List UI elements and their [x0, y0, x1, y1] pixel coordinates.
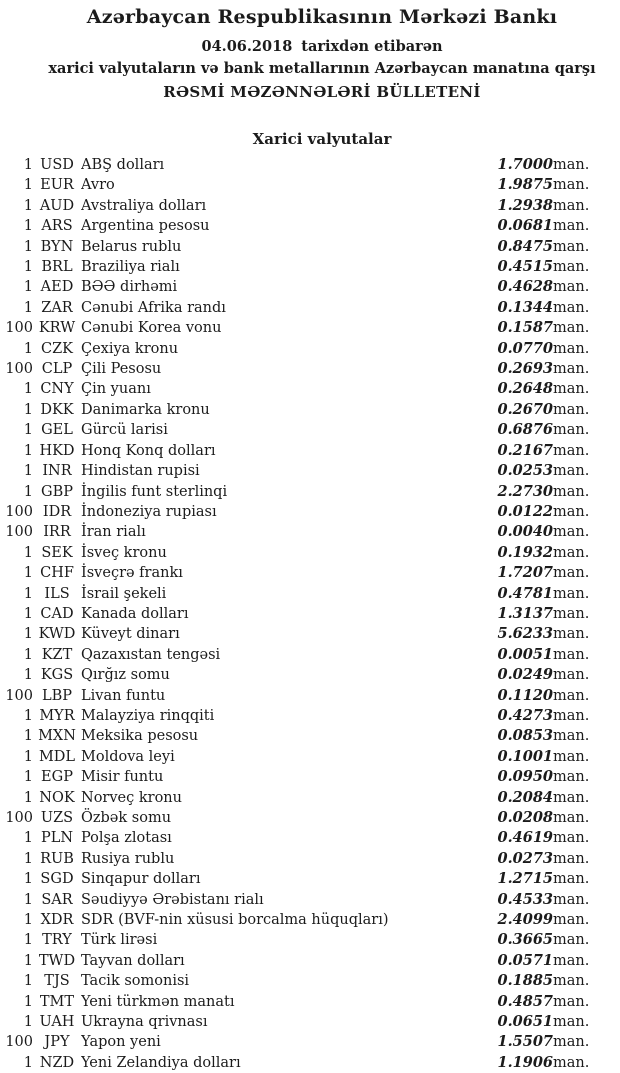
- currency-row: [0, 155, 613, 175]
- unit-cell: man.: [553, 1054, 590, 1071]
- name-cell: Meksika pesosu: [81, 728, 199, 745]
- rate-cell: 0.1885: [497, 972, 553, 990]
- name-cell: ABŞ dolları: [81, 157, 165, 173]
- currency-row: [0, 563, 613, 583]
- rate-cell: 0.0208: [497, 809, 553, 826]
- name-cell: Yeni Zelandiya dolları: [81, 1054, 241, 1071]
- quantity-cell: 1: [23, 707, 33, 724]
- rate-cell: 1.2715: [497, 870, 553, 888]
- code-cell: CLP: [41, 361, 73, 378]
- code-cell: KRW: [38, 320, 76, 337]
- rate-cell: 0.2167: [497, 441, 553, 459]
- rate-cell: 0.1001: [497, 747, 553, 765]
- rate-cell: 0.6876: [497, 421, 553, 439]
- currency-rates-table: [0, 155, 613, 1073]
- rate-cell: 0.2084: [497, 788, 553, 806]
- bulletin-title: RƏSMİ MƏZƏNNƏLƏRİ BÜLLETENİ: [163, 83, 481, 101]
- quantity-cell: 1: [23, 912, 33, 929]
- rate-cell: 0.4515: [497, 258, 553, 276]
- quantity-cell: 1: [23, 728, 33, 745]
- quantity-cell: 100: [5, 361, 33, 378]
- name-cell: Tayvan dolları: [81, 952, 185, 969]
- quantity-cell: 1: [23, 605, 33, 622]
- code-cell: SEK: [41, 544, 73, 561]
- rate-cell: 0.4628: [497, 278, 553, 296]
- unit-cell: man.: [553, 830, 590, 847]
- code-cell: MYR: [39, 707, 75, 724]
- quantity-cell: 100: [5, 687, 33, 704]
- name-cell: İsrail şekeli: [81, 585, 167, 602]
- code-cell: XDR: [40, 912, 74, 929]
- quantity-cell: 1: [23, 197, 33, 214]
- quantity-cell: 1: [23, 626, 33, 643]
- name-cell: Küveyt dinarı: [81, 626, 180, 643]
- effective-date-line: [24, 38, 620, 56]
- name-cell: İndoneziya rupiası: [81, 503, 217, 520]
- code-cell: IRR: [43, 524, 71, 541]
- code-cell: TRY: [42, 932, 72, 949]
- unit-cell: man.: [553, 320, 590, 337]
- unit-cell: man.: [553, 177, 590, 194]
- section-title-foreign-currencies: Xarici valyutalar: [252, 130, 392, 148]
- rate-cell: 0.4533: [497, 890, 553, 908]
- quantity-cell: 1: [23, 157, 33, 173]
- currency-row: [0, 808, 613, 828]
- code-cell: TWD: [38, 952, 76, 969]
- quantity-cell: 1: [23, 789, 33, 806]
- quantity-cell: 1: [23, 993, 33, 1010]
- quantity-cell: 100: [5, 524, 33, 541]
- quantity-cell: 1: [23, 769, 33, 786]
- unit-cell: man.: [553, 912, 590, 929]
- name-cell: Braziliya rialı: [81, 259, 180, 276]
- currency-row: [0, 1053, 613, 1073]
- code-cell: KGS: [40, 667, 74, 684]
- quantity-cell: 1: [23, 748, 33, 765]
- quantity-cell: 1: [23, 565, 33, 582]
- rate-cell: 1.2938: [497, 196, 553, 214]
- name-cell: Çin yuanı: [81, 381, 151, 398]
- unit-cell: man.: [553, 442, 590, 459]
- rate-cell: 0.0249: [497, 666, 553, 684]
- currency-row: [0, 420, 613, 440]
- rate-cell: 0.0950: [497, 768, 553, 786]
- code-cell: KWD: [38, 626, 76, 643]
- unit-cell: man.: [553, 361, 590, 378]
- code-cell: DKK: [40, 401, 74, 418]
- code-cell: NZD: [39, 1054, 75, 1071]
- quantity-cell: 1: [23, 973, 33, 990]
- unit-cell: man.: [553, 605, 590, 622]
- currency-row: [0, 277, 613, 297]
- code-cell: JPY: [44, 1034, 70, 1051]
- name-cell: Argentina pesosu: [81, 218, 210, 235]
- unit-cell: man.: [553, 1014, 590, 1031]
- currency-row: [0, 196, 613, 216]
- unit-cell: man.: [553, 707, 590, 724]
- rate-cell: 0.0253: [497, 462, 553, 480]
- rate-cell: 0.4619: [497, 829, 553, 847]
- rate-cell: 0.4273: [497, 706, 553, 724]
- unit-cell: man.: [553, 728, 590, 745]
- code-cell: CZK: [40, 340, 73, 357]
- unit-cell: man.: [553, 279, 590, 296]
- quantity-cell: 1: [23, 299, 33, 316]
- unit-cell: man.: [553, 850, 590, 867]
- unit-cell: man.: [553, 585, 590, 602]
- rate-cell: 0.0051: [497, 645, 553, 663]
- unit-cell: man.: [553, 299, 590, 316]
- unit-cell: man.: [553, 157, 590, 173]
- unit-cell: man.: [553, 238, 590, 255]
- name-cell: Norveç kronu: [81, 789, 182, 806]
- unit-cell: man.: [553, 667, 590, 684]
- name-cell: Səudiyyə Ərəbistanı rialı: [81, 891, 264, 908]
- unit-cell: man.: [553, 891, 590, 908]
- name-cell: Avstraliya dolları: [81, 197, 207, 214]
- rate-cell: 1.7207: [497, 564, 553, 582]
- rate-cell: 0.1587: [497, 319, 553, 337]
- currency-row: [0, 992, 613, 1012]
- unit-cell: man.: [553, 932, 590, 949]
- unit-cell: man.: [553, 524, 590, 541]
- quantity-cell: 1: [23, 646, 33, 663]
- rate-cell: 0.0040: [497, 523, 553, 541]
- code-cell: MDL: [38, 748, 76, 765]
- unit-cell: man.: [553, 1034, 590, 1051]
- quantity-cell: 1: [23, 932, 33, 949]
- quantity-cell: 1: [23, 238, 33, 255]
- currency-row: [0, 604, 613, 624]
- rate-cell: 0.2670: [497, 400, 553, 418]
- name-cell: Özbək somu: [81, 810, 172, 826]
- unit-cell: man.: [553, 401, 590, 418]
- name-cell: Sinqapur dolları: [81, 871, 201, 888]
- unit-cell: man.: [553, 687, 590, 704]
- currency-row: [0, 584, 613, 604]
- rate-cell: 0.4857: [497, 992, 553, 1010]
- rate-cell: 2.4099: [497, 911, 553, 929]
- name-cell: İran rialı: [81, 524, 146, 541]
- quantity-cell: 1: [23, 891, 33, 908]
- quantity-cell: 1: [23, 259, 33, 276]
- currency-row: [0, 359, 613, 379]
- code-cell: CAD: [40, 605, 74, 622]
- unit-cell: man.: [553, 769, 590, 786]
- currency-row: [0, 645, 613, 665]
- unit-cell: man.: [553, 993, 590, 1010]
- name-cell: Ukrayna qrivnası: [81, 1014, 208, 1031]
- name-cell: Tacik somonisi: [81, 973, 190, 990]
- currency-row: [0, 951, 613, 971]
- code-cell: GBP: [41, 483, 73, 500]
- code-cell: GEL: [41, 422, 73, 439]
- code-cell: AUD: [39, 197, 75, 214]
- quantity-cell: 1: [23, 218, 33, 235]
- quantity-cell: 1: [23, 279, 33, 296]
- rate-cell: 0.0273: [497, 849, 553, 867]
- code-cell: PLN: [40, 830, 74, 847]
- name-cell: Çexiya kronu: [81, 340, 179, 357]
- quantity-cell: 1: [23, 585, 33, 602]
- page-title: Azərbaycan Respublikasının Mərkəzi Bankı: [86, 6, 558, 28]
- code-cell: LBP: [41, 687, 73, 704]
- currency-row: [0, 237, 613, 257]
- code-cell: UAH: [39, 1014, 75, 1031]
- rate-cell: 1.3137: [497, 604, 553, 622]
- currency-row: [0, 482, 613, 502]
- unit-cell: man.: [553, 810, 590, 826]
- currency-row: [0, 930, 613, 950]
- name-cell: Polşa zlotası: [81, 830, 172, 847]
- currency-row: [0, 257, 613, 277]
- name-cell: SDR (BVF-nin xüsusi borcalma hüquqları): [81, 912, 389, 929]
- code-cell: CNY: [40, 381, 74, 398]
- bulletin-header: [0, 0, 620, 101]
- code-cell: AED: [40, 279, 74, 296]
- currency-row: [0, 665, 613, 685]
- name-cell: Belarus rublu: [81, 238, 182, 255]
- unit-cell: man.: [553, 381, 590, 398]
- name-cell: Cənubi Korea vonu: [81, 320, 222, 337]
- rate-cell: 2.2730: [497, 482, 553, 500]
- quantity-cell: 1: [23, 952, 33, 969]
- code-cell: TJS: [44, 973, 70, 990]
- rate-cell: 0.8475: [497, 237, 553, 255]
- code-cell: RUB: [40, 850, 74, 867]
- bulletin-subtitle: xarici valyutaların və bank metallarının Azərbaycan manatına qarşı: [48, 60, 596, 77]
- currency-row: [0, 849, 613, 869]
- quantity-cell: 100: [5, 1034, 33, 1051]
- code-cell: MXN: [38, 728, 76, 745]
- code-cell: SGD: [40, 871, 74, 888]
- currency-row: [0, 298, 613, 318]
- quantity-cell: 1: [23, 422, 33, 439]
- unit-cell: man.: [553, 259, 590, 276]
- unit-cell: man.: [553, 871, 590, 888]
- code-cell: UZS: [40, 810, 74, 826]
- code-cell: ZAR: [41, 299, 73, 316]
- currency-row: [0, 318, 613, 338]
- rate-cell: 1.9875: [497, 176, 553, 194]
- name-cell: İsveç kronu: [81, 544, 167, 561]
- rate-cell: 0.0770: [497, 339, 553, 357]
- name-cell: Kanada dolları: [81, 605, 189, 622]
- quantity-cell: 100: [5, 503, 33, 520]
- rate-cell: 0.0853: [497, 727, 553, 745]
- currency-row: [0, 1032, 613, 1052]
- currency-row: [0, 461, 613, 481]
- quantity-cell: 1: [23, 381, 33, 398]
- quantity-cell: 1: [23, 442, 33, 459]
- name-cell: İsveçrə frankı: [81, 565, 183, 582]
- quantity-cell: 1: [23, 667, 33, 684]
- code-cell: EUR: [40, 177, 74, 194]
- rate-cell: 1.5507: [497, 1033, 553, 1051]
- unit-cell: man.: [553, 626, 590, 643]
- quantity-cell: 1: [23, 463, 33, 480]
- unit-cell: man.: [553, 463, 590, 480]
- name-cell: BƏƏ dirhəmi: [81, 279, 178, 296]
- name-cell: Honq Konq dolları: [81, 442, 216, 459]
- quantity-cell: 1: [23, 850, 33, 867]
- currency-row: [0, 971, 613, 991]
- rate-cell: 5.6233: [497, 625, 553, 643]
- unit-cell: man.: [553, 483, 590, 500]
- unit-cell: man.: [553, 973, 590, 990]
- code-cell: IDR: [42, 503, 72, 520]
- unit-cell: man.: [553, 748, 590, 765]
- currency-row: [0, 726, 613, 746]
- rate-cell: 1.7000: [497, 156, 553, 173]
- unit-cell: man.: [553, 503, 590, 520]
- quantity-cell: 1: [23, 1014, 33, 1031]
- currency-row: [0, 767, 613, 787]
- quantity-cell: 100: [5, 810, 33, 826]
- currency-rates-body: [0, 155, 613, 1073]
- currency-row: [0, 788, 613, 808]
- currency-row: [0, 828, 613, 848]
- rate-cell: 0.0651: [497, 1013, 553, 1031]
- name-cell: Qazaxıstan tengəsi: [81, 646, 221, 663]
- rate-cell: 0.2693: [497, 360, 553, 378]
- code-cell: ARS: [41, 218, 73, 235]
- code-cell: SAR: [41, 891, 73, 908]
- currency-row: [0, 502, 613, 522]
- code-cell: INR: [42, 463, 72, 480]
- name-cell: Moldova leyi: [81, 748, 175, 765]
- unit-cell: man.: [553, 544, 590, 561]
- currency-row: [0, 869, 613, 889]
- code-cell: CHF: [40, 565, 74, 582]
- unit-cell: man.: [553, 197, 590, 214]
- currency-row: [0, 686, 613, 706]
- rate-cell: 0.1344: [497, 298, 553, 316]
- code-cell: BRL: [41, 259, 73, 276]
- rate-cell: 0.4781: [497, 584, 553, 602]
- code-cell: EGP: [41, 769, 73, 786]
- currency-row: [0, 339, 613, 359]
- name-cell: Qırğız somu: [81, 667, 170, 684]
- name-cell: Malayziya rinqqiti: [81, 707, 215, 724]
- quantity-cell: 1: [23, 401, 33, 418]
- name-cell: Yapon yeni: [81, 1034, 161, 1051]
- name-cell: Cənubi Afrika randı: [81, 299, 226, 316]
- currency-row: [0, 1012, 613, 1032]
- quantity-cell: 1: [23, 830, 33, 847]
- code-cell: KZT: [41, 646, 73, 663]
- currency-row: [0, 400, 613, 420]
- rate-cell: 1.1906: [497, 1053, 553, 1071]
- rate-cell: 0.0571: [497, 951, 553, 969]
- code-cell: TMT: [39, 993, 75, 1010]
- effective-date-suffix: tarixdən etibarən: [301, 38, 443, 55]
- quantity-cell: 1: [23, 544, 33, 561]
- quantity-cell: 1: [23, 177, 33, 194]
- quantity-cell: 100: [5, 320, 33, 337]
- name-cell: Misir funtu: [81, 769, 164, 786]
- currency-row: [0, 543, 613, 563]
- name-cell: Yeni türkmən manatı: [81, 993, 235, 1010]
- rate-cell: 0.0681: [497, 217, 553, 235]
- name-cell: Rusiya rublu: [81, 850, 175, 867]
- rate-cell: 0.1120: [497, 686, 553, 704]
- rate-cell: 0.2648: [497, 380, 553, 398]
- unit-cell: man.: [553, 952, 590, 969]
- currency-row: [0, 522, 613, 542]
- code-cell: HKD: [39, 442, 75, 459]
- name-cell: Gürcü larisi: [81, 422, 168, 439]
- currency-row: [0, 706, 613, 726]
- currency-row: [0, 441, 613, 461]
- quantity-cell: 1: [23, 483, 33, 500]
- name-cell: Türk lirəsi: [81, 932, 158, 949]
- quantity-cell: 1: [23, 1054, 33, 1071]
- currency-row: [0, 624, 613, 644]
- name-cell: Avro: [81, 177, 115, 194]
- rate-cell: 0.0122: [497, 502, 553, 520]
- currency-row: [0, 747, 613, 767]
- code-cell: BYN: [40, 238, 74, 255]
- quantity-cell: 1: [23, 871, 33, 888]
- currency-row: [0, 175, 613, 195]
- currency-row: [0, 890, 613, 910]
- unit-cell: man.: [553, 422, 590, 439]
- unit-cell: man.: [553, 340, 590, 357]
- code-cell: ILS: [44, 585, 70, 602]
- unit-cell: man.: [553, 218, 590, 235]
- name-cell: Hindistan rupisi: [81, 463, 200, 480]
- name-cell: Danimarka kronu: [81, 401, 210, 418]
- unit-cell: man.: [553, 646, 590, 663]
- rate-cell: 0.1932: [497, 543, 553, 561]
- code-cell: USD: [40, 157, 74, 173]
- name-cell: İngilis funt sterlinqi: [81, 483, 228, 500]
- rate-cell: 0.3665: [497, 931, 553, 949]
- name-cell: Çili Pesosu: [81, 361, 162, 378]
- name-cell: Livan funtu: [81, 687, 166, 704]
- currency-row: [0, 910, 613, 930]
- unit-cell: man.: [553, 565, 590, 582]
- quantity-cell: 1: [23, 340, 33, 357]
- effective-date: 04.06.2018: [201, 38, 293, 55]
- currency-row: [0, 379, 613, 399]
- currency-row: [0, 216, 613, 236]
- unit-cell: man.: [553, 789, 590, 806]
- code-cell: NOK: [39, 789, 75, 806]
